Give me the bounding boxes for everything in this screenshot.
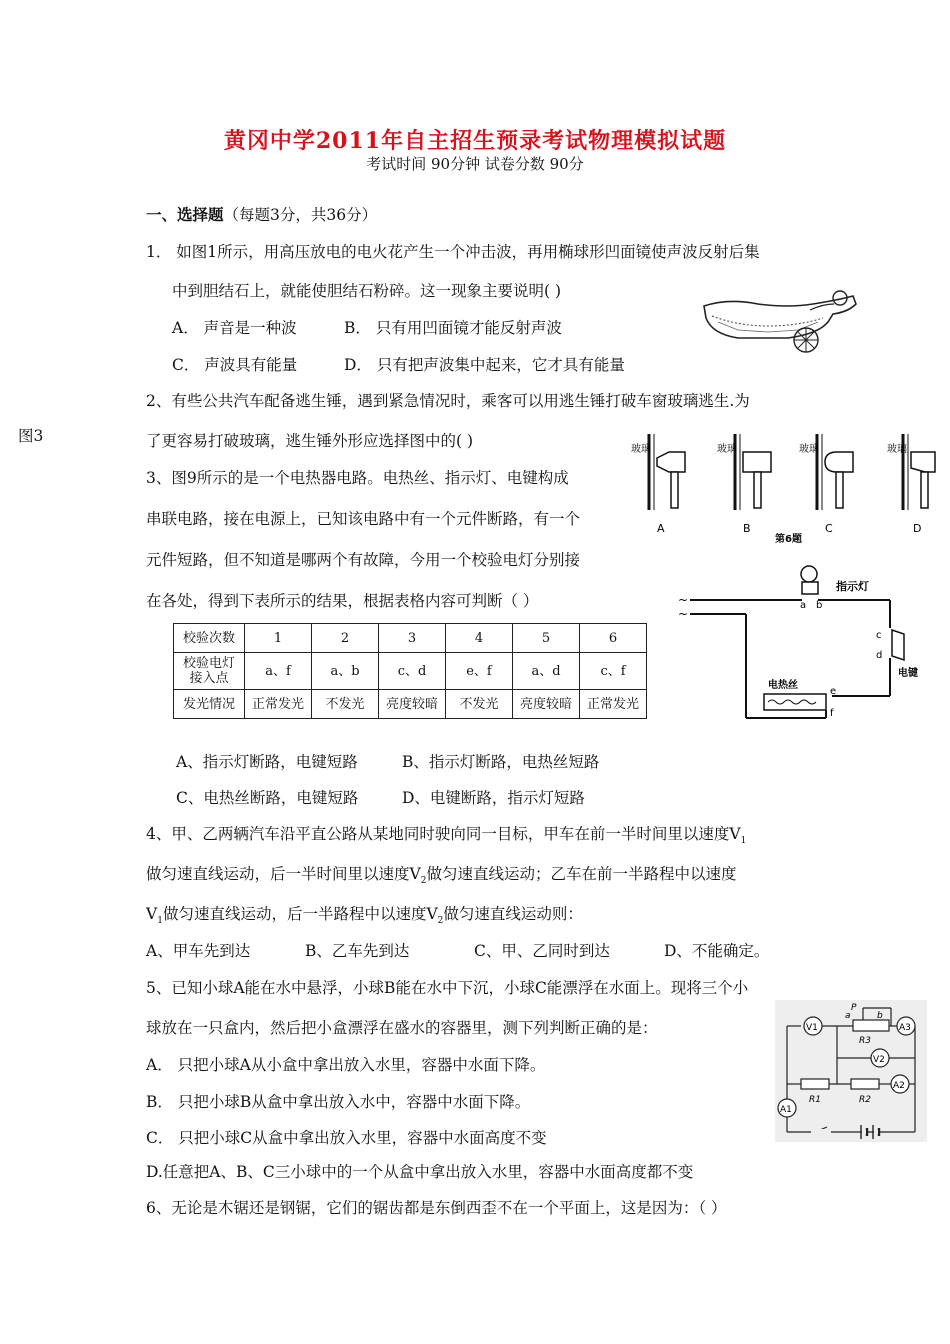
q4-option-a: A、甲车先到达 <box>146 942 251 960</box>
q1-line-2: 中到胆结石上，就能使胆结石粉碎。这一现象主要说明( ) <box>172 282 562 300</box>
q4-line-3 <box>146 902 583 926</box>
glass-label-c: 玻璃 <box>799 444 819 455</box>
table-header-cell: 校验电灯 接入点 <box>174 653 245 690</box>
table-cell: 5 <box>513 624 580 653</box>
section-note: （每题3分，共36分） <box>223 206 378 224</box>
side-figure-label: 图3 <box>18 427 44 445</box>
point-d-label: d <box>876 650 883 661</box>
hammer-choice-b: B <box>743 522 751 535</box>
r3-end-b-label: b <box>877 1011 883 1021</box>
q3-line-1: 3、图9所示的是一个电热器电路。电热丝、指示灯、电键构成 <box>146 469 569 487</box>
table-cell: 2 <box>312 624 379 653</box>
q5-option-b: B． 只把小球B从盒中拿出放入水中，容器中水面下降。 <box>146 1093 531 1111</box>
section-title: 一、选择题 <box>146 205 224 224</box>
table-cell: 1 <box>245 624 312 653</box>
table-header-cell: 校验次数 <box>174 624 245 653</box>
q5-line-1: 5、已知小球A能在水中悬浮，小球B能在水中下沉，小球C能漂浮在水面上。现将三个小 <box>146 979 749 997</box>
q4-line-3b: 做匀速直线运动，后一半路程中以速度V <box>162 905 438 923</box>
q3-line-3: 元件短路，但不知道是哪两个有故障，今用一个校验电灯分别接 <box>146 551 581 569</box>
escape-hammer-figure <box>625 430 940 550</box>
point-b-label: b <box>816 600 823 611</box>
hammer-choice-d: D <box>913 522 922 535</box>
table-row <box>174 690 647 719</box>
q1-line-1: 1． 如图1所示，用高压放电的电火花产生一个冲击波，再用椭球形凹面镜使声波反射后集 <box>146 243 760 261</box>
q5-line-2: 球放在一只盒内，然后把小盒漂浮在盛水的容器里，测下列判断正确的是： <box>146 1019 658 1037</box>
table-cell: c、d <box>379 653 446 690</box>
meter-circuit-figure <box>775 1000 927 1142</box>
q4-sub: 2 <box>437 916 444 927</box>
glass-label-a: 玻璃 <box>631 444 651 455</box>
q4-sub: 2 <box>420 876 427 887</box>
q2-line-1: 2、有些公共汽车配备逃生锤，遇到紧急情况时，乘客可以用逃生锤打破车窗玻璃逃生.为 <box>146 392 750 410</box>
source-symbol-2: ~ <box>678 607 689 621</box>
q3-line-2: 串联电路，接在电源上，已知该电路中有一个元件断路，有一个 <box>146 510 581 528</box>
q4-line-2 <box>146 862 736 886</box>
q2-line-2: 了更容易打破玻璃，逃生锤外形应选择图中的( ) <box>146 432 474 450</box>
lithotripsy-figure <box>698 282 860 354</box>
table-cell: 6 <box>580 624 647 653</box>
table-cell: 正常发光 <box>245 690 312 719</box>
q4-option-b: B、乙车先到达 <box>305 942 410 960</box>
q4-line-2a: 做匀速直线运动，后一半时间里以速度V <box>146 865 421 883</box>
source-symbol-1: ~ <box>678 593 689 607</box>
slider-p-label: P <box>851 1003 857 1013</box>
q4-sub: 1 <box>157 916 163 927</box>
q3-option-b: B、指示灯断路，电热丝短路 <box>402 753 600 771</box>
a1-label: A1 <box>780 1105 792 1115</box>
glass-label-d: 玻璃 <box>887 444 907 455</box>
r3-label: R3 <box>859 1036 871 1046</box>
table-cell: 不发光 <box>446 690 513 719</box>
hammer-choice-c: C <box>825 522 833 535</box>
table-cell: 4 <box>446 624 513 653</box>
table-row <box>174 653 647 690</box>
heater-circuit-figure <box>672 560 922 728</box>
q3-line-4: 在各处，得到下表所示的结果，根据表格内容可判断（ ） <box>146 592 539 610</box>
switch-label: 电键 <box>898 668 918 679</box>
q4-line-1 <box>146 822 746 846</box>
r1-label: R1 <box>809 1095 821 1105</box>
table-cell: e、f <box>446 653 513 690</box>
q1-option-a: A． 声音是一种波 <box>172 319 297 337</box>
q5-option-a: A． 只把小球A从小盒中拿出放入水里，容器中水面下降。 <box>146 1056 546 1074</box>
v1-label: V1 <box>806 1023 818 1033</box>
hammer-choice-a: A <box>657 522 665 535</box>
table-cell: 不发光 <box>312 690 379 719</box>
point-e-label: e <box>830 686 837 697</box>
q3-option-a: A、指示灯断路，电键短路 <box>176 753 358 771</box>
indicator-lamp-label: 指示灯 <box>836 580 869 593</box>
q3-option-c: C、电热丝断路，电键短路 <box>176 789 359 807</box>
table-cell: 正常发光 <box>580 690 647 719</box>
q3-option-d: D、电键断路，指示灯短路 <box>402 789 585 807</box>
table-row <box>174 624 647 653</box>
table-cell: 亮度较暗 <box>513 690 580 719</box>
heater-label: 电热丝 <box>768 680 798 691</box>
q4-line-1-text: 4、甲、乙两辆汽车沿平直公路从某地同时驶向同一目标，甲车在前一半时间里以速度V <box>146 825 741 843</box>
q1-option-b: B． 只有用凹面镜才能反射声波 <box>344 319 562 337</box>
point-f-label: f <box>830 708 834 719</box>
q4-line-3c: 做匀速直线运动则： <box>443 905 583 923</box>
v2-label: V2 <box>873 1055 885 1065</box>
r2-label: R2 <box>859 1095 871 1105</box>
table-cell: a、b <box>312 653 379 690</box>
glass-label-b: 玻璃 <box>717 444 737 455</box>
q5-option-d: D.任意把A、B、C三小球中的一个从盒中拿出放入水里，容器中水面高度都不变 <box>146 1163 694 1181</box>
section-heading <box>146 203 377 225</box>
q1-option-d: D． 只有把声波集中起来，它才具有能量 <box>344 356 625 374</box>
hammer-figure-caption: 第6题 <box>775 534 802 545</box>
page-title: 黄冈中学2011年自主招生预录考试物理模拟试题 <box>223 128 727 154</box>
point-c-label: c <box>876 630 882 641</box>
table-cell: a、d <box>513 653 580 690</box>
table-cell: 亮度较暗 <box>379 690 446 719</box>
q4-line-2b: 做匀速直线运动；乙车在前一半路程中以速度 <box>426 865 737 883</box>
q1-option-c: C． 声波具有能量 <box>172 356 298 374</box>
table-cell: c、f <box>580 653 647 690</box>
q6-line-1: 6、无论是木锯还是钢锯，它们的锯齿都是东倒西歪不在一个平面上，这是因为：（ ） <box>146 1199 727 1217</box>
exam-info: 考试时间 90分钟 试卷分数 90分 <box>366 155 584 173</box>
r3-end-a-label: a <box>845 1011 851 1021</box>
point-a-label: a <box>800 600 807 611</box>
table-header-cell: 发光情况 <box>174 690 245 719</box>
q4-option-c: C、甲、乙同时到达 <box>474 942 610 960</box>
q4-line-3a: V <box>146 905 158 923</box>
q4-sub: 1 <box>740 836 747 847</box>
q5-option-c: C． 只把小球C从盒中拿出放入水里，容器中水面高度不变 <box>146 1129 547 1147</box>
table-cell: a、f <box>245 653 312 690</box>
q4-option-d: D、不能确定。 <box>664 942 770 960</box>
a3-label: A3 <box>899 1023 911 1033</box>
table-cell: 3 <box>379 624 446 653</box>
test-results-table <box>173 623 647 719</box>
a2-label: A2 <box>893 1081 905 1091</box>
